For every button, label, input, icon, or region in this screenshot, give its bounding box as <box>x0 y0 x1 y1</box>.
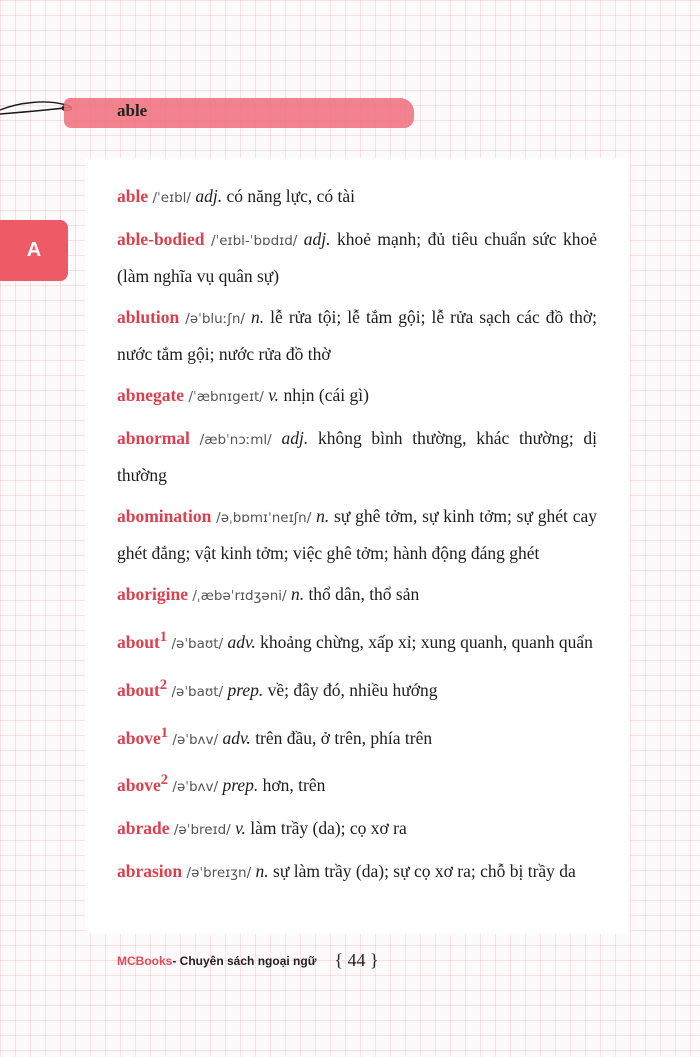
entry-pronunciation: /əˌbɒmɪˈneɪʃn/ <box>216 510 312 526</box>
dictionary-entry <box>117 378 597 415</box>
entry-part-of-speech: adj. <box>281 428 309 448</box>
page-header-word: able <box>117 101 148 120</box>
dictionary-entry <box>117 716 597 758</box>
entry-part-of-speech: adj. <box>195 186 223 206</box>
footer-tagline: - Chuyên sách ngoại ngữ <box>172 953 317 968</box>
entry-definition: không bình thường, khác thường; dị thường <box>117 428 598 485</box>
entry-pronunciation: /ˈeɪbl/ <box>152 190 191 206</box>
entry-part-of-speech: n. <box>250 307 265 327</box>
entry-part-of-speech: adj. <box>303 229 331 249</box>
entry-homograph-number: 2 <box>159 676 168 693</box>
entry-pronunciation: /ˈæbnɪgeɪt/ <box>188 389 264 405</box>
entry-headword: able <box>117 186 149 206</box>
dictionary-entry <box>117 763 597 805</box>
entry-headword: about <box>117 679 160 700</box>
dictionary-entry <box>117 179 597 216</box>
entry-headword: aborigine <box>117 584 188 604</box>
entry-pronunciation: /əˈbreɪd/ <box>173 822 231 839</box>
entry-homograph-number: 1 <box>160 724 169 741</box>
entry-definition: trên đầu, ở trên, phía trên <box>255 727 433 748</box>
entry-headword: able-bodied <box>117 229 205 249</box>
footer-brand: MCBooks <box>117 953 173 968</box>
entry-pronunciation: /əˈbluːʃn/ <box>185 311 245 327</box>
entry-definition: sự ghê tởm, sự kinh tởm; sự ghét cay ghét đắng; vật kinh tởm; việc ghê tởm; hành động đáng ghét <box>117 506 598 563</box>
entry-part-of-speech: adv. <box>222 727 251 748</box>
entry-part-of-speech: v. <box>268 385 280 405</box>
entry-part-of-speech: adv. <box>227 631 256 652</box>
entry-homograph-number: 2 <box>160 772 169 789</box>
dictionary-entry <box>117 300 597 372</box>
entry-definition: lễ rửa tội; lễ tắm gội; lễ rửa sạch các đồ thờ; nước tắm gội; nước rửa đồ thờ <box>117 307 598 364</box>
entry-definition: có năng lực, có tài <box>226 186 355 206</box>
entry-headword: abomination <box>117 506 212 526</box>
entry-headword: abnegate <box>117 385 185 405</box>
entry-headword: abrade <box>117 818 170 839</box>
entry-pronunciation: /əˈbaʊt/ <box>171 635 224 652</box>
entry-definition: khoảng chừng, xấp xỉ; xung quanh, quanh quẩn <box>260 631 593 652</box>
entry-definition: khoẻ mạnh; đủ tiêu chuẩn sức khoẻ (làm nghĩa vụ quân sự) <box>117 229 598 286</box>
entry-headword: ablution <box>117 307 180 327</box>
entry-part-of-speech: n. <box>255 861 269 882</box>
entry-pronunciation: /əˈbʌv/ <box>172 731 219 748</box>
entry-pronunciation: /əˈbaʊt/ <box>171 683 224 700</box>
entry-definition: làm trầy (da); cọ xơ ra <box>250 818 407 839</box>
entry-pronunciation: /æbˈnɔːml/ <box>199 432 272 448</box>
entry-pronunciation: /əˈbreɪʒn/ <box>186 865 252 882</box>
entry-definition: sự làm trầy (da); sự cọ xơ ra; chỗ bị trầy da <box>273 861 576 882</box>
entry-definition: hơn, trên <box>262 775 326 796</box>
entry-headword: about <box>117 631 160 652</box>
page-footer <box>117 950 379 971</box>
dictionary-entries <box>117 179 597 897</box>
dictionary-entry <box>117 499 597 571</box>
entry-headword: abnormal <box>117 428 190 448</box>
entry-definition: nhịn (cái gì) <box>283 385 369 405</box>
entry-pronunciation: /ˌæbəˈrɪdʒəni/ <box>192 588 287 604</box>
entry-pronunciation: /əˈbʌv/ <box>172 779 219 796</box>
entry-pronunciation: /ˈeɪbl-ˈbɒdɪd/ <box>210 233 298 249</box>
entry-part-of-speech: n. <box>290 584 305 604</box>
entry-definition: thổ dân, thổ sản <box>308 584 420 604</box>
dictionary-entry <box>117 811 597 848</box>
letter-tab <box>0 220 68 281</box>
dictionary-entry <box>117 421 597 493</box>
entry-part-of-speech: v. <box>235 818 246 839</box>
dictionary-entry <box>117 222 597 294</box>
entry-headword: above <box>117 775 161 796</box>
dictionary-entry <box>117 577 597 614</box>
letter-tab-label: A <box>26 239 42 261</box>
entry-part-of-speech: prep. <box>222 775 259 796</box>
entry-homograph-number: 1 <box>159 629 168 645</box>
entry-part-of-speech: prep. <box>227 679 264 700</box>
entry-definition: về; đây đó, nhiều hướng <box>267 679 438 700</box>
entry-part-of-speech: n. <box>316 506 330 526</box>
entry-headword: above <box>117 727 161 748</box>
page-number: { 44 } <box>334 950 379 970</box>
entry-headword: abrasion <box>117 861 183 882</box>
dictionary-entry <box>117 668 597 710</box>
dictionary-entry <box>117 620 597 662</box>
dictionary-entry <box>117 854 597 891</box>
